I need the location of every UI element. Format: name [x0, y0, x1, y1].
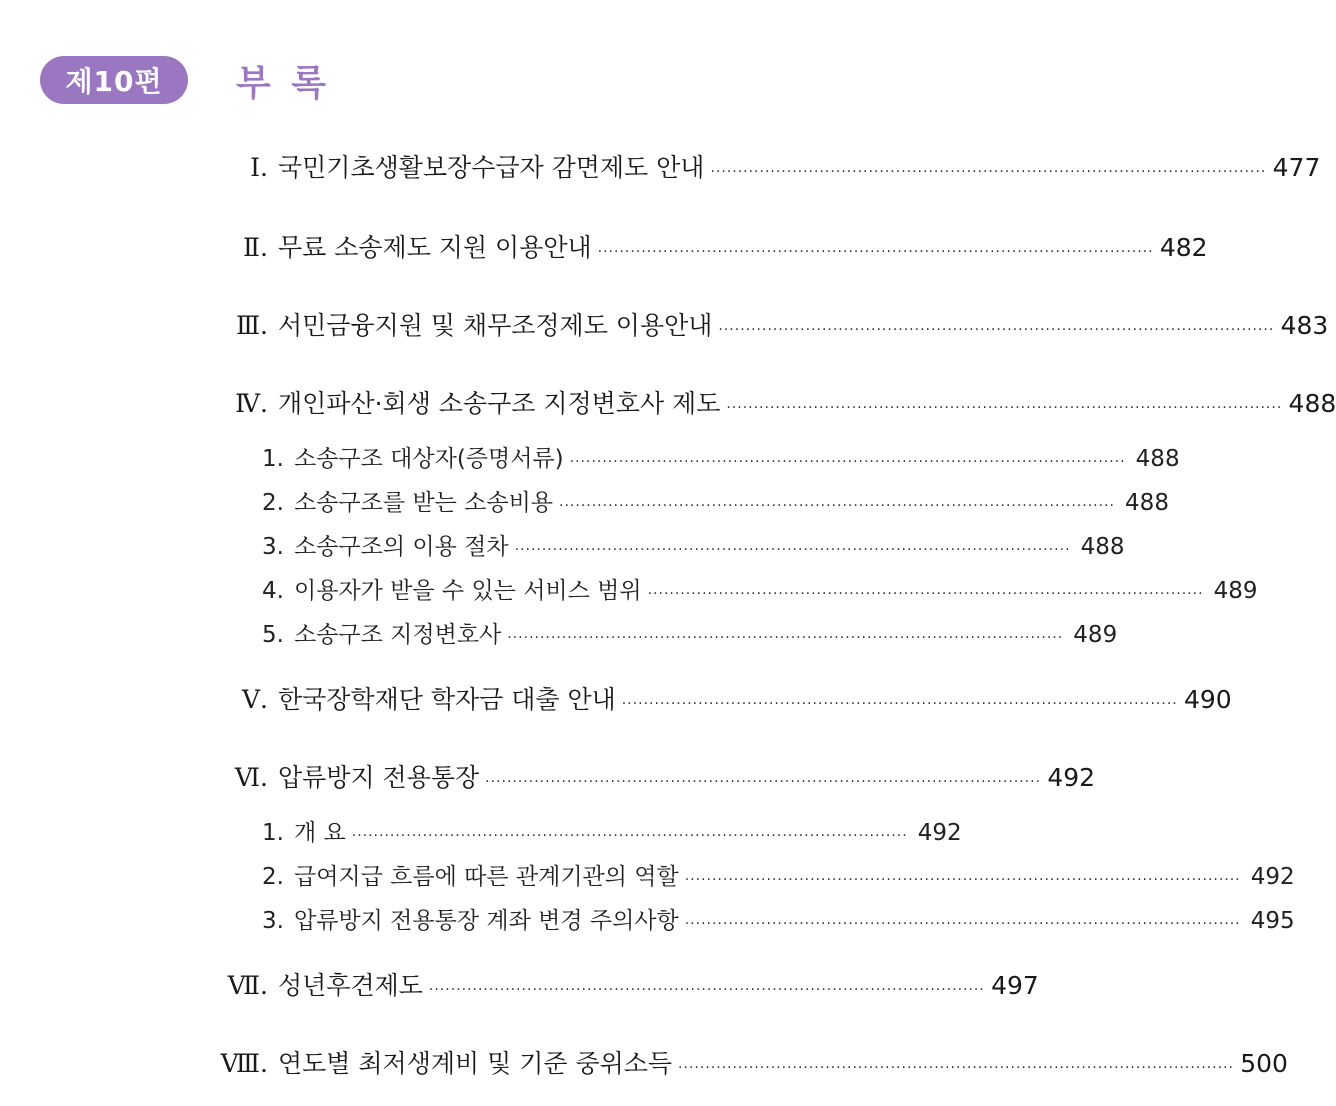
leader-dots: ······································································································ [559, 498, 1115, 514]
toc-subentry-number: 2. [262, 864, 284, 890]
toc-subentry-page: 488 [1080, 534, 1125, 560]
toc-entry[interactable] [0, 1044, 1288, 1080]
toc-entry-number: Ⅵ. [234, 763, 268, 792]
toc-subentry-page: 488 [1125, 490, 1169, 516]
part-title: 부 록 [236, 62, 327, 104]
toc-subentry-page: 489 [1073, 622, 1118, 648]
toc-subentry-title: 소송구조 지정변호사 [294, 622, 502, 648]
leader-dots: ······································································································ [647, 586, 1204, 602]
toc-subentry[interactable] [0, 616, 1118, 649]
leader-dots: ······································································································ [485, 774, 1042, 790]
toc-entry-title: 성년후견제도 [278, 971, 423, 1000]
toc-entry[interactable] [0, 758, 1096, 794]
toc-subentry-title: 소송구조 대상자(증명서류) [294, 446, 564, 472]
toc-subentry-title: 급여지급 흐름에 따른 관계기관의 역할 [294, 864, 679, 890]
toc-entry[interactable] [0, 306, 1329, 342]
toc-entry-page: 500 [1240, 1049, 1288, 1078]
toc-entry-number: Ⅴ. [241, 685, 268, 714]
toc-subentry-title: 소송구조의 이용 절차 [294, 534, 509, 560]
toc-entry-number: Ⅶ. [227, 971, 268, 1000]
toc-entry-page: 483 [1280, 311, 1329, 340]
toc-subentry-page: 489 [1213, 578, 1258, 604]
toc-entry[interactable] [0, 148, 1321, 184]
toc-subentry-number: 1. [262, 820, 284, 846]
toc-subentry[interactable] [0, 528, 1125, 561]
toc-subentry-page: 495 [1250, 908, 1295, 934]
toc-entry-number: Ⅱ. [243, 233, 268, 262]
toc-subentry[interactable] [0, 572, 1258, 605]
leader-dots: ······································································································ [684, 872, 1241, 888]
toc-subentry-number: 4. [262, 578, 284, 604]
leader-dots: ······································································································ [678, 1060, 1234, 1076]
toc-subentry-number: 3. [262, 908, 284, 934]
toc-entry-title: 압류방지 전용통장 [278, 763, 480, 792]
toc-entry-number: Ⅰ. [250, 153, 268, 182]
toc-subentry[interactable] [0, 484, 1169, 517]
toc-entry-title: 서민금융지원 및 채무조정제도 이용안내 [278, 311, 713, 340]
toc-subentry-number: 1. [262, 446, 284, 472]
toc-entry[interactable] [0, 966, 1039, 1002]
leader-dots: ······································································································ [428, 982, 985, 998]
leader-dots: ······································································································ [718, 322, 1275, 338]
leader-dots: ······································································································ [514, 542, 1071, 558]
toc-entry-title: 개인파산·회생 소송구조 지정변호사 제도 [278, 389, 721, 418]
toc-entry-page: 497 [991, 971, 1039, 1000]
toc-entry-number: Ⅷ. [220, 1049, 268, 1078]
toc-subentry-page: 488 [1135, 446, 1180, 472]
toc-subentry[interactable] [0, 858, 1295, 891]
toc-subentry-number: 3. [262, 534, 284, 560]
part-badge: 제10편 [40, 56, 188, 104]
toc-subentry-title: 압류방지 전용통장 계좌 변경 주의사항 [294, 908, 679, 934]
leader-dots: ······································································································ [621, 696, 1178, 712]
toc-subentry-number: 5. [262, 622, 284, 648]
leader-dots: ······································································································ [507, 630, 1064, 646]
toc-entry[interactable] [0, 680, 1232, 716]
leader-dots: ······································································································ [569, 454, 1126, 470]
toc-subentry-title: 이용자가 받을 수 있는 서비스 범위 [294, 578, 642, 604]
leader-dots: ······································································································ [597, 244, 1154, 260]
toc-entry-title: 연도별 최저생계비 및 기준 중위소득 [278, 1049, 673, 1078]
leader-dots: ······································································································ [684, 916, 1241, 932]
leader-dots: ······································································································ [726, 400, 1283, 416]
toc-subentry-page: 492 [917, 820, 962, 846]
toc-subentry-title: 개 요 [294, 820, 346, 846]
toc-entry-title: 한국장학재단 학자금 대출 안내 [278, 685, 616, 714]
toc-entry-title: 국민기초생활보장수급자 감면제도 안내 [278, 153, 705, 182]
toc-entry[interactable] [0, 384, 1336, 420]
toc-entry-page: 490 [1184, 685, 1232, 714]
toc-entry[interactable] [0, 228, 1208, 264]
toc-subentry[interactable] [0, 902, 1295, 935]
toc-subentry-page: 492 [1250, 864, 1295, 890]
toc-entry-page: 492 [1047, 763, 1096, 792]
toc-entry-page: 477 [1272, 153, 1321, 182]
toc-entry-number: Ⅳ. [235, 389, 268, 418]
toc-subentry-number: 2. [262, 490, 284, 516]
toc-entry-page: 482 [1159, 233, 1208, 262]
toc-entry-number: Ⅲ. [235, 311, 268, 340]
toc-entry-page: 488 [1288, 389, 1336, 418]
toc-subentry[interactable] [0, 440, 1180, 473]
toc-subentry[interactable] [0, 814, 978, 847]
toc-subentry-title: 소송구조를 받는 소송비용 [294, 490, 554, 516]
leader-dots: ······································································································ [710, 164, 1267, 180]
leader-dots: ······································································································ [351, 828, 908, 844]
toc-entry-title: 무료 소송제도 지원 이용안내 [278, 233, 592, 262]
